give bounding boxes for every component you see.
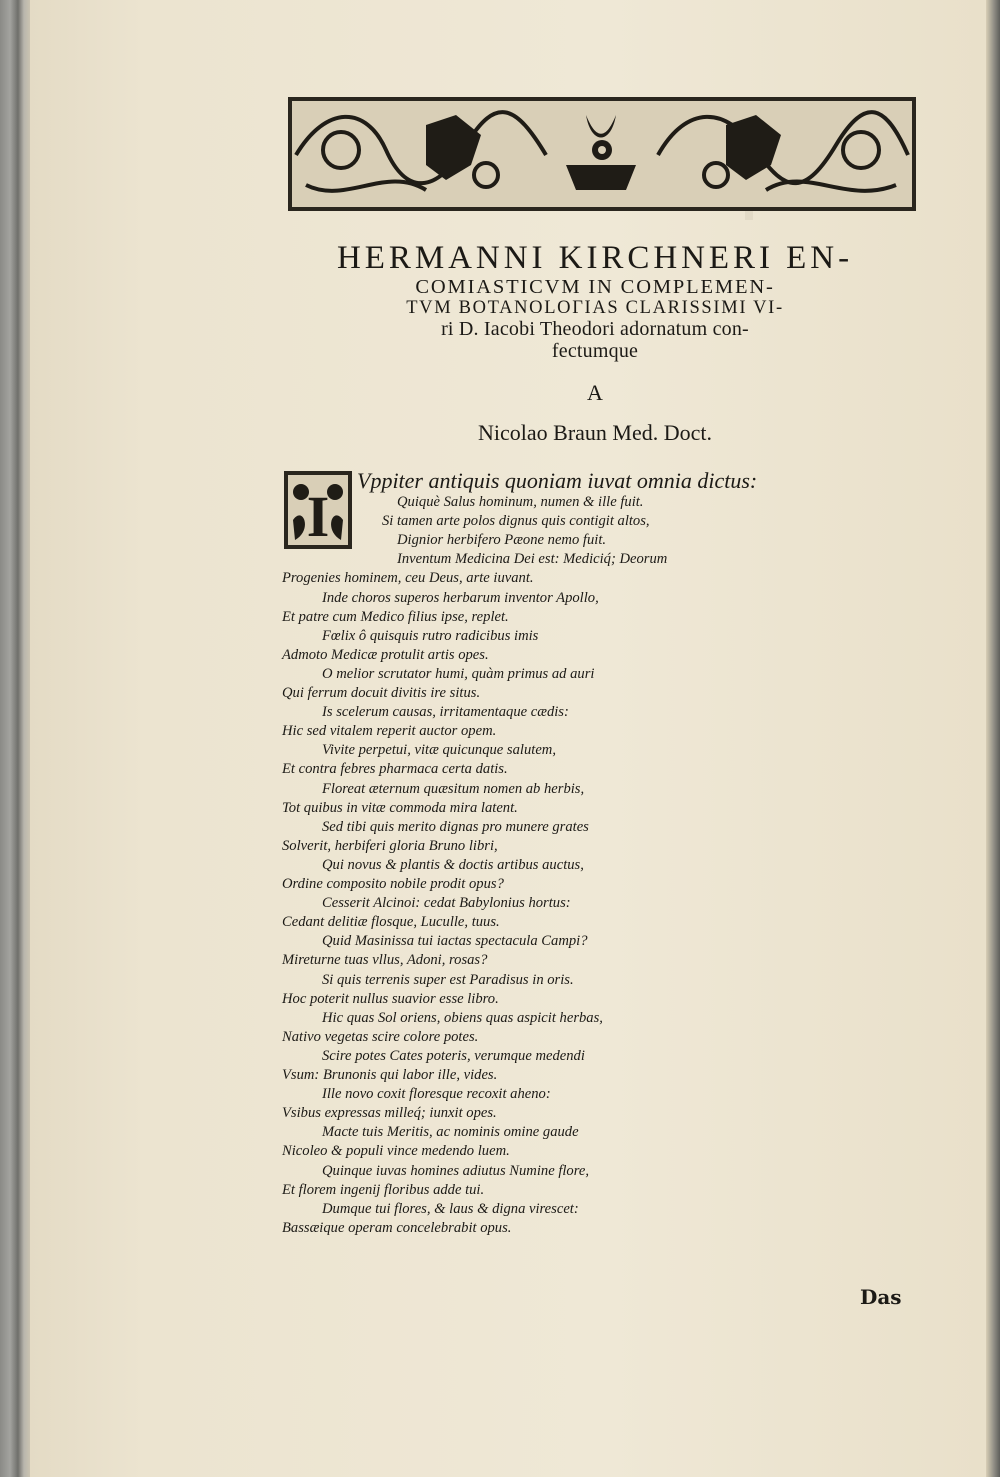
poem-line: Dignior herbifero Pæone nemo fuit. bbox=[397, 532, 607, 549]
poem-line: Quiquè Salus hominum, numen & ille fuit. bbox=[397, 494, 644, 510]
page-edge bbox=[986, 0, 1000, 1477]
poem-line: Si quis terrenis super est Paradisus in oris. bbox=[322, 971, 574, 988]
initial-letter: I bbox=[306, 484, 330, 549]
woodcut-ornament-banner bbox=[286, 95, 918, 213]
poem-line: Inde choros superos herbarum inventor Apollo, bbox=[322, 589, 599, 606]
book-spine bbox=[0, 0, 34, 1477]
poem-line: Vivite perpetui, vitæ quicunque salutem, bbox=[322, 742, 556, 759]
title-line-2: COMIASTICVM IN COMPLEMEN- bbox=[415, 276, 775, 298]
poem-line: Progenies hominem, ceu Deus, arte iuvant. bbox=[282, 570, 534, 587]
poem-line: Vsum: Brunonis qui labor ille, vides. bbox=[282, 1067, 498, 1083]
catchword: Das bbox=[860, 1285, 902, 1309]
poem-line: Floreat æternum quæsitum nomen ab herbis, bbox=[322, 780, 585, 797]
poem-line: Hic sed vitalem reperit auctor opem. bbox=[282, 723, 497, 740]
title-line-1: HERMANNI KIRCHNERI EN- bbox=[336, 240, 854, 276]
poem-line: Macte tuis Meritis, ac nominis omine gaude bbox=[322, 1124, 579, 1141]
poem-line: Cedant delitiæ flosque, Luculle, tuus. bbox=[282, 914, 500, 931]
poem-line: Et contra febres pharmaca certa datis. bbox=[282, 761, 508, 778]
book-page bbox=[30, 0, 988, 1477]
poem-line: Scire potes Cates poteris, verumque medendi bbox=[322, 1047, 585, 1064]
poem-line: Sed tibi quis merito dignas pro munere grates bbox=[322, 818, 589, 835]
poem-line: Hoc poterit nullus suavior esse libro. bbox=[282, 990, 499, 1007]
poem-line: Nicoleo & populi vince medendo luem. bbox=[282, 1143, 510, 1160]
poem-line: Et patre cum Medico filius ipse, replet. bbox=[282, 608, 509, 625]
poem-line: Et florem ingenij floribus adde tui. bbox=[282, 1181, 485, 1198]
poem-line: Nativo vegetas scire colore potes. bbox=[282, 1028, 479, 1045]
poem-line: Dumque tui flores, & laus & digna virescet: bbox=[322, 1200, 579, 1217]
poem-line: Solverit, herbiferi gloria Bruno libri, bbox=[282, 837, 498, 854]
poem-line: Bassæique operam concelebrabit opus. bbox=[282, 1219, 512, 1236]
author-line: Nicolao Braun Med. Doct. bbox=[478, 420, 712, 445]
poem-line: Vsibus expressas milleq́; iunxit opes. bbox=[282, 1105, 497, 1122]
poem-line: Cesserit Alcinoi: cedat Babylonius hortus: bbox=[322, 895, 571, 912]
poem-line: O melior scrutator humi, quàm primus ad auri bbox=[322, 665, 595, 682]
poem-line: Hic quas Sol oriens, obiens quas aspicit herbas, bbox=[322, 1009, 603, 1026]
title-line-5: fectumque bbox=[551, 340, 639, 362]
poem-line: Is scelerum causas, irritamentaque cædis: bbox=[322, 704, 569, 721]
poem-line: Fœlix ô quisquis rutro radicibus imis bbox=[322, 627, 539, 644]
poem-line: Ille novo coxit floresque recoxit aheno: bbox=[322, 1086, 551, 1103]
poem-line: Tot quibus in vitæ commoda mira latent. bbox=[282, 799, 518, 816]
poem-line: Mireturne tuas vllus, Adoni, rosas? bbox=[282, 952, 488, 969]
poem-line: Si tamen arte polos dignus quis contigit altos, bbox=[382, 513, 650, 530]
poem-line: Ordine composito nobile prodit opus? bbox=[282, 876, 504, 892]
poem-first-line: Vppiter antiquis quoniam iuvat omnia dictus: bbox=[357, 468, 758, 493]
title-line-4: ri D. Iacobi Theodori adornatum con- bbox=[441, 318, 749, 340]
poem-line: Quinque iuvas homines adiutus Numine flore, bbox=[322, 1162, 589, 1179]
poem-line: Quid Masinissa tui iactas spectacula Campi? bbox=[322, 933, 588, 950]
poem-line: Qui novus & plantis & doctis artibus auctus, bbox=[322, 856, 584, 873]
poem-line: Inventum Medicina Dei est: Mediciq́; Deorum bbox=[397, 551, 668, 568]
poem-line: Admoto Medicæ protulit artis opes. bbox=[282, 646, 489, 663]
decorated-initial bbox=[283, 470, 353, 550]
poem-line: Qui ferrum docuit divitis ire situs. bbox=[282, 685, 481, 701]
title-line-6: A bbox=[587, 380, 603, 405]
title-line-3: TVM BOTANOLOΓIAS CLARISSIMI VI- bbox=[406, 298, 784, 318]
